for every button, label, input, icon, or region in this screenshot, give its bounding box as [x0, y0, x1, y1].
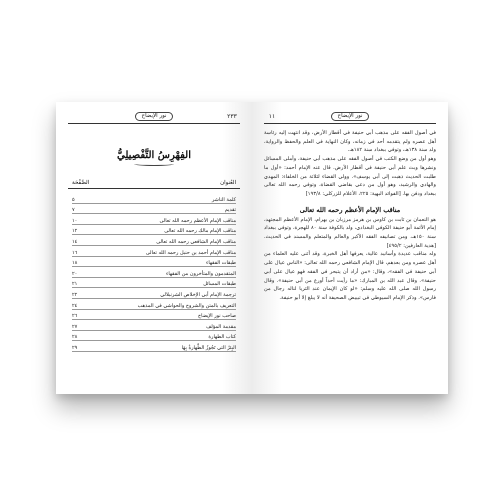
open-book: [56, 102, 448, 394]
right-page: [252, 102, 448, 394]
section-heading: مناقب الإمام الأعظم رحمه الله تعالى: [299, 205, 401, 214]
toc-row: ترجمة الإمام أبي الإخلاص الشرنبلالي ٢٢: [72, 288, 236, 299]
left-header-title: نور الإيضاح: [135, 112, 174, 121]
paragraph-2: وهو أول من وضع الكتب في أصول الفقه على مذهب أبي حنيفة، وأملى المسائل ونشرها وبث علم أبي حنيفة في أقطار الأرض. قال عنه الإمام أحمد: «أول ما طلبت الحديث ذهبت إلى أبي يوسف». وولي القضاء لثلاثة من الخلفاء: المهدي والهادي والرشيد، وهو أول من دعي بقاضي القضاة، وتوفي رحمه الله تعالى ببغداد ودفن بها. [الفوائد البهية: ٢٢٥، الأعلام للزركلي: ١٩٣/٨]: [264, 156, 436, 197]
toc-row: مقدمة المؤلف ٢٧: [72, 320, 236, 331]
right-page-body-2: [264, 216, 436, 303]
right-header-banner: [280, 112, 420, 121]
toc-row: كتاب الطهارة ٢٨: [72, 331, 236, 342]
paragraph-3: هو النعمان بن ثابت بن كاوس بن هرمز مرزبان بن بهرام، الإمام الأعظم المجتهد، إمام الأئمة أبو حنيفة الكوفي البغدادي، ولد بالكوفة سنة ٨٠ للهجرة، وتوفي ببغداد سنة ١٥٠هـ، ومن تصانيفه الفقه الأكبر والعالم والمتعلم والمسند في الحديث. [هدية العارفين: ٤٩٥/٢]: [264, 216, 436, 249]
toc-row: تقديم ٧: [72, 204, 236, 215]
toc-row: كلمة الناشر ٥: [72, 193, 236, 204]
toc-title-ornament: [134, 162, 174, 166]
toc-row: طبقات الفقهاء ١٨: [72, 257, 236, 268]
left-page-header: [68, 112, 240, 124]
right-page-header: [264, 112, 436, 124]
right-header-title: نور الإيضاح: [331, 112, 370, 121]
left-page: [56, 102, 252, 394]
toc-title: الفِهْرِسُ التَّفْصِيلِيُّ: [117, 150, 191, 161]
toc-row: البِئرُ التي تَجُوزُ الطَّهارةُ بِهَا ٢٩: [72, 341, 236, 352]
toc-row: صاحب نور الإيضاح ٢٦: [72, 310, 236, 321]
toc-row: مناقب الإمام أحمد بن حنبل رحمه الله تعالى ١٦: [72, 246, 236, 257]
toc-list: [68, 193, 240, 352]
right-page-body: [264, 129, 436, 199]
paragraph-1: في أصول الفقه على مذهب أبي حنيفة في أقطار الأرض، وقد انتهت إليه رئاسة أهل عصره ولم يتقدمه أحد في زمانه، وكان النهاية في العلم والحفظ والرواية، ولد سنة ١٣٨هـ، وتوفي ببغداد سنة ١٨٢هـ.: [264, 130, 436, 154]
toc-row: طبقات المسائل ٢١: [72, 278, 236, 289]
toc-row: مناقب الإمام الشافعي رحمه الله تعالى ١٤: [72, 235, 236, 246]
right-page-number: ١١: [268, 113, 276, 120]
toc-row: مناقب الإمام الأعظم رحمه الله تعالى ١٠: [72, 214, 236, 225]
paragraph-4: وله مناقب عديدة وأسانيد عالية، يعرفها أهل الخبرة، وقد أثنى عليه العلماء من أهل عصره ومن بعدهم، قال الإمام الشافعي رحمه الله تعالى: «الناس عيال على أبي حنيفة في الفقه»، وقال: «من أراد أن يتبحر في الفقه فهو عيال على أبي حنيفة». وقال عبد الله بن المبارك: «ما رأيت أحداً أورع من أبي حنيفة». وقال رسول الله صلى الله عليه وسلم: «لو كان الإيمان عند الثريا لناله رجال من فارس». وذكر الإمام السيوطي في تبييض الصحيفة أنه لا يبلغ إلا أبو حنيفة.: [264, 251, 436, 301]
left-page-number: ٢٣٣: [227, 113, 237, 120]
toc-row: المتقدمون والمتأخرون من الفقهاء ٢٠: [72, 267, 236, 278]
toc-col-title: العُنوان: [220, 180, 236, 186]
toc-column-header: [68, 180, 240, 189]
toc-col-page: الصَّفْحَة: [72, 180, 90, 186]
left-header-banner: [84, 112, 224, 121]
toc-row: التعريف بالمتن والشروح والحواشي في المذهب ٢٤: [72, 299, 236, 310]
toc-row: مناقب الإمام مالك رحمه الله تعالى ١٢: [72, 225, 236, 236]
